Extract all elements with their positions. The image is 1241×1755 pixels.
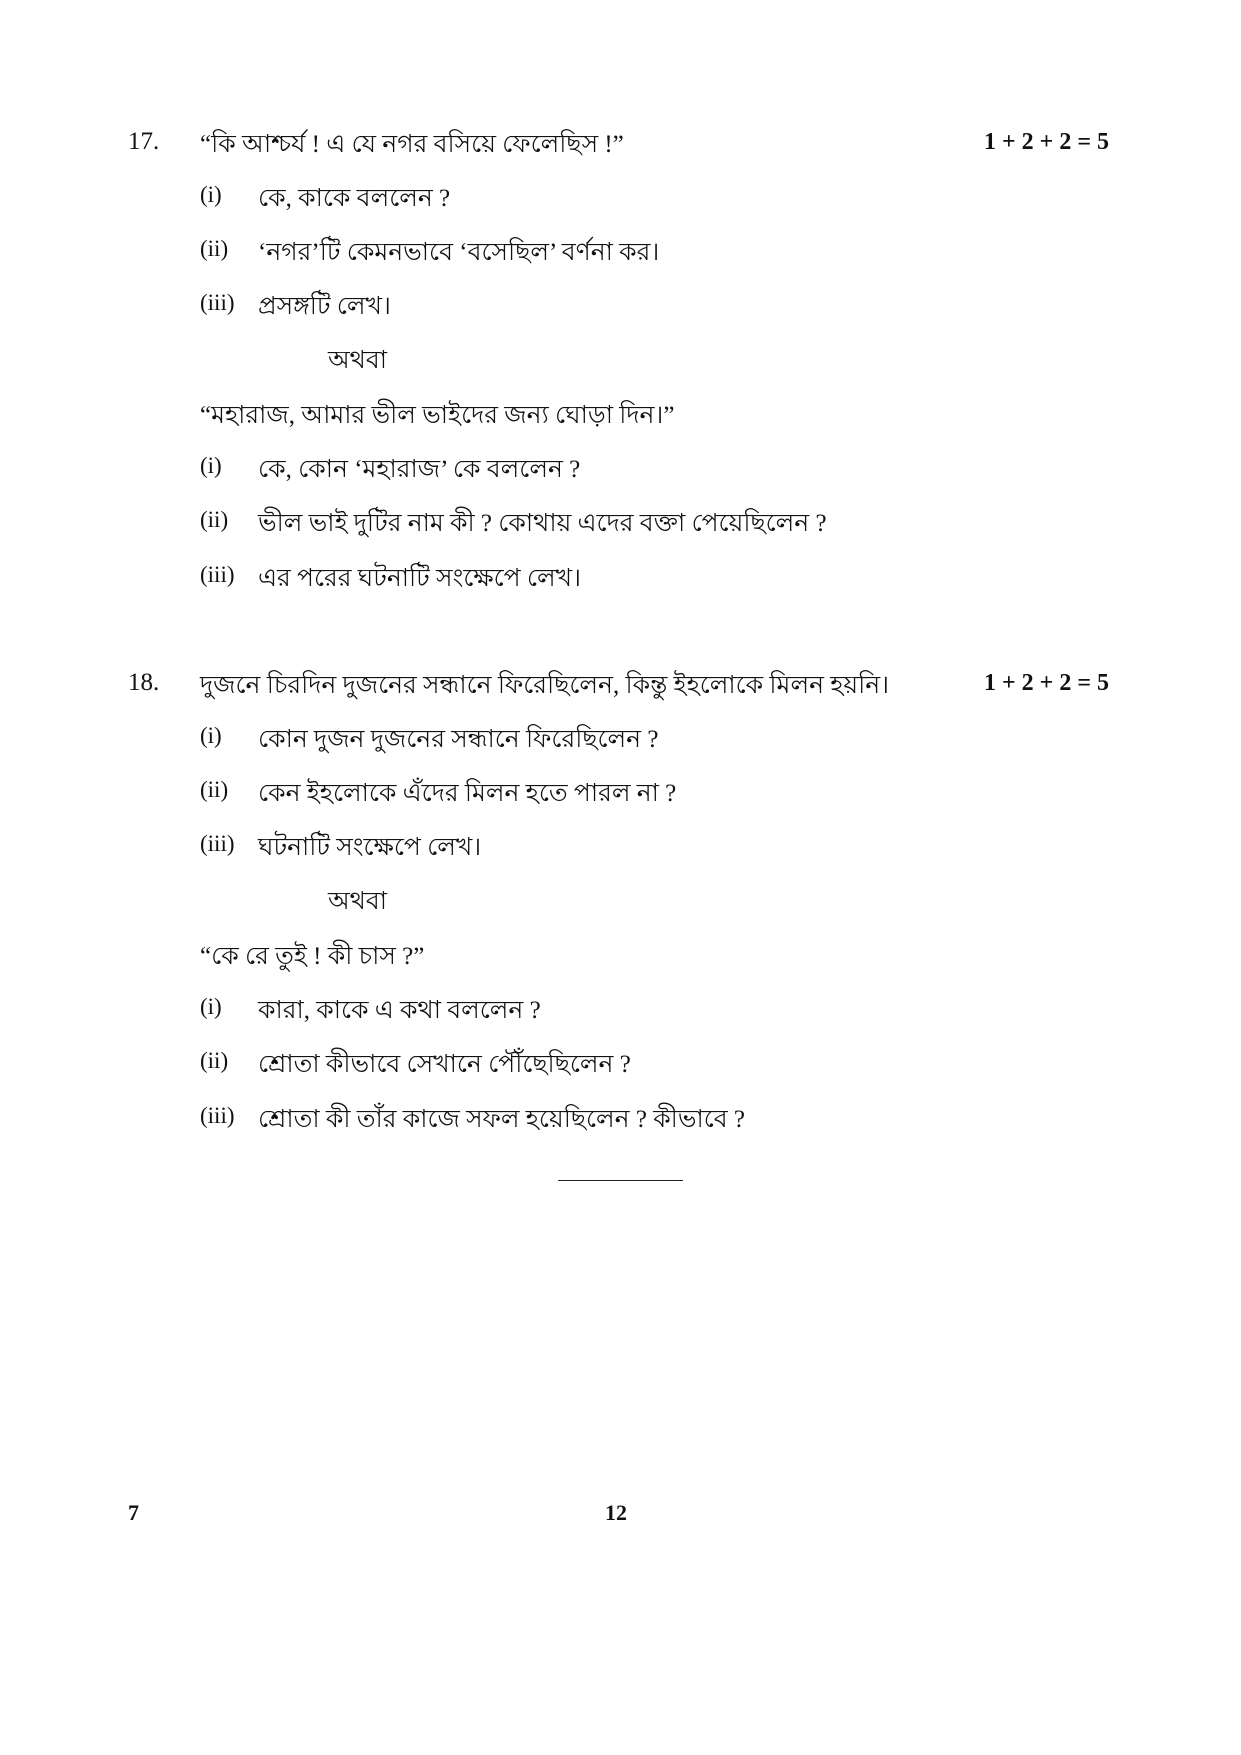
sub-question-label: (ii) (200, 1048, 229, 1073)
sub-question-label: (ii) (200, 236, 229, 261)
sub-question-text: কোন দুজন দুজনের সন্ধানে ফিরেছিলেন ? (258, 726, 659, 753)
or-label: অথবা (328, 347, 388, 374)
sub-question-label: (i) (200, 453, 222, 478)
question-quote: “কি আশ্চর্য ! এ যে নগর বসিয়ে ফেলেছিস !” (200, 131, 624, 158)
sub-question-label: (iii) (200, 290, 235, 315)
alt-question-quote: “কে রে তুই ! কী চাস ?” (200, 943, 425, 970)
sub-question-label: (iii) (200, 1103, 235, 1128)
question-number: 18. (128, 669, 160, 696)
sub-question-label: (iii) (200, 562, 235, 587)
sub-question-label: (ii) (200, 507, 229, 532)
sub-question-text: কে, কোন ‘মহারাজ’ কে বললেন ? (258, 456, 581, 483)
or-label: অথবা (328, 888, 388, 915)
sub-question-text: কে, কাকে বললেন ? (258, 185, 451, 212)
sub-question-text: ঘটনাটি সংক্ষেপে লেখ। (258, 834, 482, 861)
question-marks: 1 + 2 + 2 = 5 (983, 670, 1109, 696)
sub-question-label: (ii) (200, 777, 229, 802)
footer-code: 7 (128, 1500, 139, 1525)
alt-question-quote: “মহারাজ, আমার ভীল ভাইদের জন্য ঘোড়া দিন।” (200, 402, 675, 429)
page-number: 12 (605, 1500, 627, 1525)
sub-question-text: প্রসঙ্গটি লেখ। (258, 293, 391, 320)
sub-question-text: শ্রোতা কীভাবে সেখানে পৌঁছেছিলেন ? (258, 1051, 631, 1078)
question-number: 17. (128, 128, 160, 155)
sub-question-label: (iii) (200, 831, 235, 856)
sub-question-label: (i) (200, 182, 222, 207)
question-quote: দুজনে চিরদিন দুজনের সন্ধানে ফিরেছিলেন, কিন্তু ইহলোকে মিলন হয়নি। (200, 672, 890, 699)
question-marks: 1 + 2 + 2 = 5 (983, 129, 1109, 155)
sub-question-text: ভীল ভাই দুটির নাম কী ? কোথায় এদের বক্তা পেয়েছিলেন ? (258, 510, 827, 537)
sub-question-text: কেন ইহলোকে এঁদের মিলন হতে পারল না ? (258, 780, 677, 807)
end-divider (558, 1180, 683, 1181)
sub-question-text: কারা, কাকে এ কথা বললেন ? (258, 997, 541, 1024)
sub-question-label: (i) (200, 723, 222, 748)
sub-question-text: এর পরের ঘটনাটি সংক্ষেপে লেখ। (258, 565, 582, 592)
sub-question-label: (i) (200, 994, 222, 1019)
sub-question-text: ‘নগর’টি কেমনভাবে ‘বসেছিল’ বর্ণনা কর। (258, 239, 660, 266)
sub-question-text: শ্রোতা কী তাঁর কাজে সফল হয়েছিলেন ? কীভাবে ? (258, 1106, 746, 1133)
